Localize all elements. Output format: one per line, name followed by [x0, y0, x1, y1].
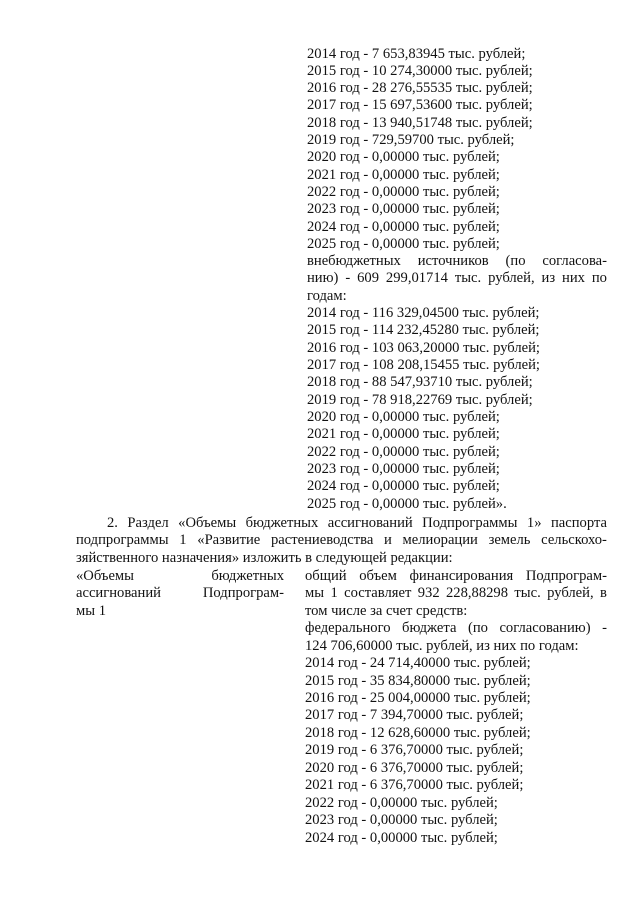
left-label-line1: «Объемы бюджетных — [76, 568, 284, 584]
year-line: 2023 год - 0,00000 тыс. рублей; — [305, 812, 498, 828]
year-line: 2022 год - 0,00000 тыс. рублей; — [305, 795, 498, 811]
year-line: 2021 год - 0,00000 тыс. рублей; — [307, 167, 500, 183]
paragraph-line1: 2. Раздел «Объемы бюджетных ассигнований Подпрограммы 1» паспорта — [107, 515, 607, 531]
year-line: 2016 год - 103 063,20000 тыс. рублей; — [307, 340, 540, 356]
year-line: 2020 год - 0,00000 тыс. рублей; — [307, 409, 500, 425]
extrabudget-heading-line2: нию) - 609 299,01714 тыс. рублей, из них по — [307, 270, 607, 286]
extrabudget-heading-line1: внебюджетных источников (по согласова- — [307, 253, 607, 269]
year-line: 2016 год - 28 276,55535 тыс. рублей; — [307, 80, 533, 96]
year-line: 2025 год - 0,00000 тыс. рублей». — [307, 496, 507, 512]
right-text-line5: 124 706,60000 тыс. рублей, из них по годам: — [305, 638, 579, 654]
extrabudget-heading-line3: годам: — [307, 288, 347, 304]
year-line: 2019 год - 78 918,22769 тыс. рублей; — [307, 392, 533, 408]
year-line: 2018 год - 88 547,93710 тыс. рублей; — [307, 374, 533, 390]
year-line: 2021 год - 6 376,70000 тыс. рублей; — [305, 777, 524, 793]
year-line: 2022 год - 0,00000 тыс. рублей; — [307, 184, 500, 200]
paragraph-line2: подпрограммы 1 «Развитие растениеводства и мелиорации земель сельскохо- — [76, 532, 607, 548]
year-line: 2021 год - 0,00000 тыс. рублей; — [307, 426, 500, 442]
left-label-line3: мы 1 — [76, 603, 106, 619]
year-line: 2024 год - 0,00000 тыс. рублей; — [307, 478, 500, 494]
year-line: 2023 год - 0,00000 тыс. рублей; — [307, 201, 500, 217]
year-line: 2017 год - 108 208,15455 тыс. рублей; — [307, 357, 540, 373]
year-line: 2014 год - 24 714,40000 тыс. рублей; — [305, 655, 531, 671]
year-line: 2015 год - 10 274,30000 тыс. рублей; — [307, 63, 533, 79]
year-line: 2020 год - 6 376,70000 тыс. рублей; — [305, 760, 524, 776]
year-line: 2015 год - 35 834,80000 тыс. рублей; — [305, 673, 531, 689]
year-line: 2015 год - 114 232,45280 тыс. рублей; — [307, 322, 540, 338]
year-line: 2024 год - 0,00000 тыс. рублей; — [305, 830, 498, 846]
year-line: 2014 год - 7 653,83945 тыс. рублей; — [307, 46, 526, 62]
year-line: 2017 год - 15 697,53600 тыс. рублей; — [307, 97, 533, 113]
year-line: 2019 год - 6 376,70000 тыс. рублей; — [305, 742, 524, 758]
year-line: 2018 год - 13 940,51748 тыс. рублей; — [307, 115, 533, 131]
year-line: 2016 год - 25 004,00000 тыс. рублей; — [305, 690, 531, 706]
year-line: 2019 год - 729,59700 тыс. рублей; — [307, 132, 515, 148]
right-text-line4: федерального бюджета (по согласованию) - — [305, 620, 607, 636]
paragraph-line3: зяйственного назначения» изложить в следующей редакции: — [76, 550, 453, 566]
year-line: 2014 год - 116 329,04500 тыс. рублей; — [307, 305, 540, 321]
year-line: 2025 год - 0,00000 тыс. рублей; — [307, 236, 500, 252]
year-line: 2020 год - 0,00000 тыс. рублей; — [307, 149, 500, 165]
year-line: 2022 год - 0,00000 тыс. рублей; — [307, 444, 500, 460]
right-text-line2: мы 1 составляет 932 228,88298 тыс. рублей, в — [305, 585, 607, 601]
right-text-line3: том числе за счет средств: — [305, 603, 468, 619]
year-line: 2017 год - 7 394,70000 тыс. рублей; — [305, 707, 524, 723]
year-line: 2024 год - 0,00000 тыс. рублей; — [307, 219, 500, 235]
left-label-line2: ассигнований Подпрограм- — [76, 585, 284, 601]
year-line: 2018 год - 12 628,60000 тыс. рублей; — [305, 725, 531, 741]
year-line: 2023 год - 0,00000 тыс. рублей; — [307, 461, 500, 477]
right-text-line1: общий объем финансирования Подпрограм- — [305, 568, 607, 584]
